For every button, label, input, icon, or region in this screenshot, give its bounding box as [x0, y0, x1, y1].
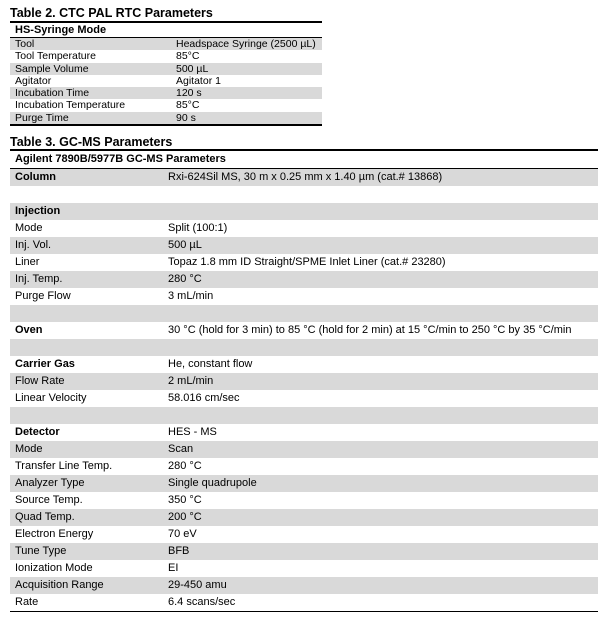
row-value: 29-450 amu [168, 579, 227, 591]
table2-row [10, 38, 322, 50]
table2-bottom-rule [10, 124, 322, 126]
table2-row [10, 112, 322, 124]
row-value: 30 °C (hold for 3 min) to 85 °C (hold for 2 min) at 15 °C/min to 250 °C by 35 °C/min [168, 324, 572, 336]
row-value: 3 mL/min [168, 290, 214, 302]
table3-row [10, 594, 598, 611]
table3-caption: Table 3. GC-MS Parameters [10, 135, 173, 149]
row-label: Mode [15, 222, 43, 234]
row-value: 120 s [176, 87, 202, 100]
table2 [10, 21, 322, 126]
table3-row [10, 373, 598, 390]
row-value: Single quadrupole [168, 477, 257, 489]
row-label: Tool [15, 38, 35, 50]
row-value: Agitator 1 [176, 74, 221, 87]
table2-row [10, 63, 322, 75]
table3-row [10, 237, 598, 254]
row-value: Headspace Syringe (2500 µL) [176, 38, 316, 50]
table3-row [10, 543, 598, 560]
table3-row [10, 271, 598, 288]
row-label: Mode [15, 443, 43, 455]
row-value: Topaz 1.8 mm ID Straight/SPME Inlet Liner (cat.# 23280) [168, 256, 446, 268]
row-value: 6.4 scans/sec [168, 596, 236, 608]
row-label: Analyzer Type [15, 477, 85, 489]
table3-row [10, 254, 598, 271]
row-value: 58.016 cm/sec [168, 392, 240, 404]
table3-row [10, 526, 598, 543]
table3-header: Agilent 7890B/5977B GC-MS Parameters [15, 153, 226, 165]
row-label [10, 339, 163, 356]
table3-row [10, 203, 598, 220]
row-label: Incubation Temperature [15, 99, 126, 112]
table3-row [10, 441, 598, 458]
table3-row [10, 424, 598, 441]
row-label: Oven [15, 324, 43, 336]
table3-row [10, 390, 598, 407]
table3-row [10, 560, 598, 577]
row-value: 500 µL [168, 239, 202, 251]
row-label: Rate [15, 596, 39, 608]
row-value: 280 °C [168, 460, 202, 472]
row-label: Tool Temperature [15, 50, 96, 63]
row-label: Tune Type [15, 545, 67, 557]
row-value: 2 mL/min [168, 375, 214, 387]
row-value: 350 °C [168, 494, 202, 506]
row-value: Scan [168, 443, 194, 455]
row-value: Rxi-624Sil MS, 30 m x 0.25 mm x 1.40 µm (cat.# 13868) [168, 171, 443, 183]
row-value [163, 203, 598, 220]
table3-row [10, 305, 598, 322]
row-label: Linear Velocity [15, 392, 87, 404]
row-value: 70 eV [168, 528, 197, 540]
table3-row [10, 577, 598, 594]
row-value [163, 407, 598, 424]
row-label: Electron Energy [15, 528, 94, 540]
row-label: Inj. Temp. [15, 273, 63, 285]
table3-row [10, 356, 598, 373]
row-label: Sample Volume [15, 62, 89, 75]
table3-row [10, 288, 598, 305]
table3-row [10, 509, 598, 526]
row-value: EI [168, 562, 179, 574]
table3-row [10, 322, 598, 339]
table2-row [10, 87, 322, 99]
row-label: Flow Rate [15, 375, 65, 387]
table3-row [10, 407, 598, 424]
table3-row [10, 475, 598, 492]
row-label: Purge Time [15, 111, 69, 124]
table2-row [10, 75, 322, 87]
row-value: Split (100:1) [168, 222, 228, 234]
row-label: Quad Temp. [15, 511, 75, 523]
table2-row [10, 50, 322, 62]
row-label: Carrier Gas [15, 358, 75, 370]
row-label: Agitator [15, 74, 52, 87]
row-value: 90 s [176, 111, 196, 124]
row-label: Inj. Vol. [15, 239, 52, 251]
row-value: 85°C [176, 50, 200, 63]
row-label: Purge Flow [15, 290, 71, 302]
row-value [163, 339, 598, 356]
row-value: 500 µL [176, 62, 209, 75]
row-label: Incubation Time [15, 87, 90, 100]
row-label: Column [15, 171, 56, 183]
row-label: Injection [15, 205, 61, 217]
table3-bottom-rule [10, 611, 598, 612]
table2-header: HS-Syringe Mode [15, 24, 107, 36]
table3-row [10, 169, 598, 186]
row-value: He, constant flow [168, 358, 253, 370]
row-value: 200 °C [168, 511, 202, 523]
row-value: 85°C [176, 99, 200, 112]
row-label: Source Temp. [15, 494, 83, 506]
row-value: HES - MS [168, 426, 217, 438]
row-value: 280 °C [168, 273, 202, 285]
row-label: Transfer Line Temp. [15, 460, 113, 472]
row-value [163, 186, 598, 203]
row-label [10, 407, 163, 424]
row-label: Liner [15, 256, 40, 268]
table3 [10, 149, 598, 612]
table3-row [10, 492, 598, 509]
table3-row [10, 339, 598, 356]
row-label: Ionization Mode [15, 562, 93, 574]
row-value: BFB [168, 545, 190, 557]
row-label: Detector [15, 426, 60, 438]
table3-row [10, 220, 598, 237]
table3-row [10, 186, 598, 203]
table3-row [10, 458, 598, 475]
row-label [10, 186, 163, 203]
table2-caption: Table 2. CTC PAL RTC Parameters [10, 6, 213, 20]
row-label: Acquisition Range [15, 579, 104, 591]
table2-row [10, 99, 322, 111]
row-label [10, 305, 163, 322]
row-value [163, 305, 598, 322]
